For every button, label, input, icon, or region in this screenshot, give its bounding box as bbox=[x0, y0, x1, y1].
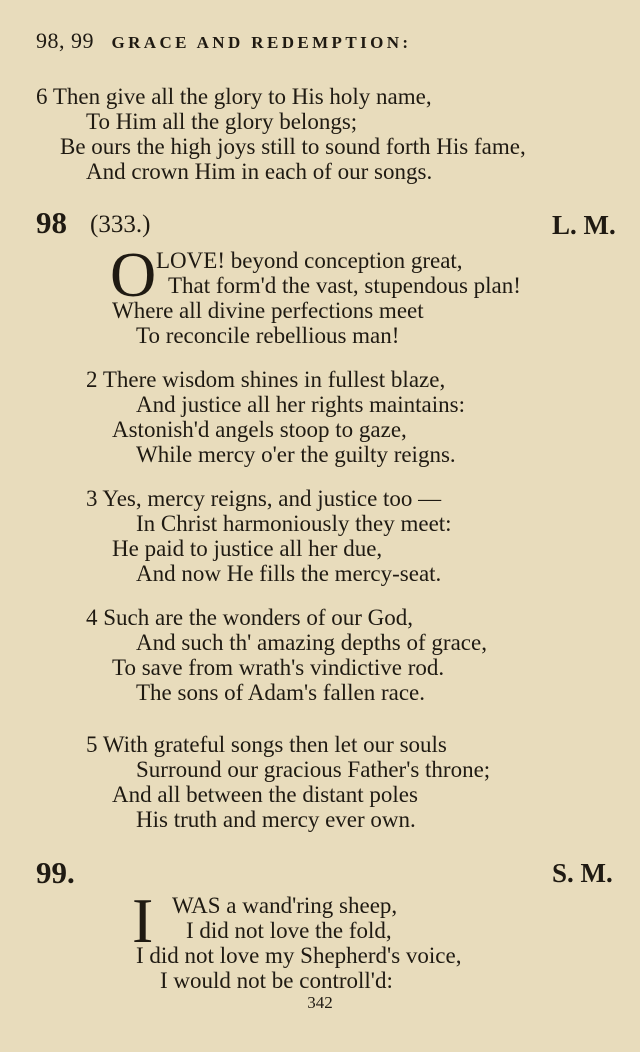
verse-line: In Christ harmoniously they meet: bbox=[136, 511, 452, 536]
verse-line: And crown Him in each of our songs. bbox=[86, 159, 433, 184]
verse-line: The sons of Adam's fallen race. bbox=[136, 680, 425, 705]
verse-line: Surround our gracious Father's throne; bbox=[136, 757, 491, 782]
drop-cap: O bbox=[110, 239, 157, 310]
verse-line: WAS a wand'ring sheep, bbox=[172, 893, 398, 918]
verse-line: 2 There wisdom shines in fullest blaze, bbox=[86, 367, 446, 392]
verse-line: While mercy o'er the guilty reigns. bbox=[136, 442, 456, 467]
verse-line: To reconcile rebellious man! bbox=[136, 323, 400, 348]
verse-line: 5 With grateful songs then let our souls bbox=[86, 732, 447, 757]
verse-line: And all between the distant poles bbox=[112, 782, 418, 807]
header-running-title: GRACE AND REDEMPTION: bbox=[111, 33, 412, 52]
verse-line: I did not love my Shepherd's voice, bbox=[136, 943, 462, 968]
verse-line: He paid to justice all her due, bbox=[112, 536, 383, 561]
running-header bbox=[36, 28, 411, 54]
hymn-number: 98 bbox=[36, 205, 67, 240]
verse-line: And now He fills the mercy-seat. bbox=[136, 561, 442, 586]
drop-cap: I bbox=[132, 885, 154, 956]
hymn-meter: L. M. bbox=[552, 210, 616, 240]
verse-line: And justice all her rights maintains: bbox=[136, 392, 465, 417]
verse-line: To Him all the glory belongs; bbox=[86, 109, 358, 134]
verse-line: And such th' amazing depths of grace, bbox=[136, 630, 487, 655]
verse-line: I did not love the fold, bbox=[186, 918, 392, 943]
hymn-number: 99. bbox=[36, 855, 75, 890]
verse-line: His truth and mercy ever own. bbox=[136, 807, 416, 832]
verse-line: LOVE! beyond conception great, bbox=[156, 248, 463, 273]
verse-line: Be ours the high joys still to sound forth His fame, bbox=[60, 134, 526, 159]
hymn-meter: S. M. bbox=[552, 858, 613, 888]
verse-line: Where all divine perfections meet bbox=[112, 298, 424, 323]
verse-line: 4 Such are the wonders of our God, bbox=[86, 605, 414, 630]
verse-line: That form'd the vast, stupendous plan! bbox=[168, 273, 521, 298]
verse-line: I would not be controll'd: bbox=[160, 968, 393, 993]
header-page-numbers: 98, 99 bbox=[36, 28, 94, 53]
page-number: 342 bbox=[307, 993, 333, 1012]
verse-line: 6 Then give all the glory to His holy name, bbox=[36, 84, 432, 109]
verse-line: Astonish'd angels stoop to gaze, bbox=[112, 417, 407, 442]
verse-line: To save from wrath's vindictive rod. bbox=[112, 655, 445, 680]
hymn-alt-number: (333.) bbox=[90, 211, 151, 238]
verse-line: 3 Yes, mercy reigns, and justice too — bbox=[86, 486, 442, 511]
